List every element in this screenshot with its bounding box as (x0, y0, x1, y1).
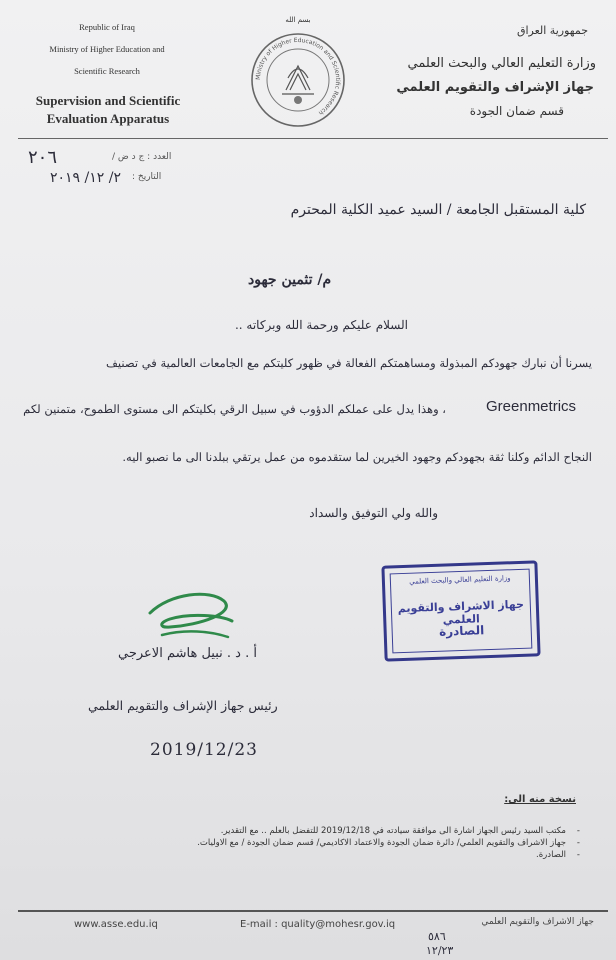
copy-to-item: - جهاز الاشراف والتقويم العلمي/ دائرة ضمان الجودة والاعتماد الاكاديمي/ قسم ضمان الجودة / مع الاوليات. (197, 838, 580, 848)
stamp-line2: جهاز الاشراف والتقويم العلمي (397, 597, 525, 627)
emblem-top-text: بسم الله (285, 16, 311, 24)
recipient-line: كلية المستقبل الجامعة / السيد عميد الكلية المحترم (290, 202, 586, 218)
stamp-line1: وزارة التعليم العالي والبحث العلمي (409, 574, 511, 586)
copy-to-list (40, 826, 580, 862)
body-line-3: النجاح الدائم وكلنا ثقة بجهودكم وجهود الخيرين لما ستقدموه من عمل يرتقي ببلدنا الى ما نصبو اليه. (122, 450, 592, 464)
emblem-ring-text: Ministry of Higher Education and Scientific Research (254, 36, 342, 117)
ministry-emblem-icon (248, 30, 348, 130)
copy-to-item: - مكتب السيد رئيس الجهاز اشارة الى موافقة سيادته في 2019/12/18 للتفضل بالعلم .. مع التقدير. (220, 826, 580, 836)
official-stamp (381, 560, 540, 661)
signatory-name: أ . د . نبيل هاشم الاعرجي (118, 646, 257, 661)
body-line-2: ، وهذا يدل على عملكم الدؤوب في سبيل الرقي بكليتكم الى مستوى الطموح، متمنين لكم (23, 402, 446, 416)
footer-email[interactable]: E-mail : quality@mohesr.gov.iq (240, 919, 396, 930)
closing-line: والله ولي التوفيق والسداد (309, 506, 438, 520)
signature-date: 2019/12/23 (150, 740, 258, 760)
header-en-line1: Republic of Iraq (79, 22, 135, 32)
signatory-title: رئيس جهاز الإشراف والتقويم العلمي (88, 698, 278, 713)
header-en-line5: Evaluation Apparatus (46, 111, 170, 126)
footer-hand-note-1: ٥٨٦ (428, 930, 446, 943)
header-en-line4: Supervision and Scientific (35, 93, 181, 108)
ref-number-value: ٢٠٦ (28, 147, 58, 168)
header-en-line2: Ministry of Higher Education and (49, 44, 165, 54)
greeting-line: السلام عليكم ورحمة الله وبركاته .. (234, 318, 408, 332)
footer-divider (18, 910, 608, 912)
copy-to-item: - الصادرة. (536, 850, 580, 860)
body-line-1: يسرنا أن نبارك جهودكم المبذولة ومساهمتكم الفعالة في ظهور كليتكم مع الجامعات العالمية في تصنيف (106, 356, 592, 370)
header-en-line3: Scientific Research (74, 66, 140, 76)
header-ar-line4: قسم ضمان الجودة (469, 104, 564, 118)
header-ar-line3: جهاز الإشراف والتقويم العلمي (396, 80, 594, 95)
footer-hand-note-2: ١٢/٢٣ (426, 944, 454, 957)
subject-line: م/ تثمين جهود (248, 272, 332, 288)
footer-website[interactable]: www.asse.edu.iq (74, 919, 158, 930)
signature-icon (140, 585, 240, 645)
greenmetrics-word: Greenmetrics (486, 398, 577, 415)
footer-org-ar: جهاز الاشراف والتقويم العلمي (481, 917, 594, 927)
ref-number-label: العدد : ج د ض / (112, 152, 172, 162)
ref-date-label: التاريخ : (132, 172, 162, 182)
stamp-line3: الصادرة (438, 623, 485, 639)
copy-to-heading: نسخة منه الى: (504, 794, 576, 805)
ref-date-value: ٢/ ١٢/ ٢٠١٩ (50, 170, 121, 186)
header-ar-line1: جمهورية العراق (516, 24, 588, 37)
header-ar-line2: وزارة التعليم العالي والبحث العلمي (407, 56, 596, 71)
header-divider (18, 138, 608, 139)
